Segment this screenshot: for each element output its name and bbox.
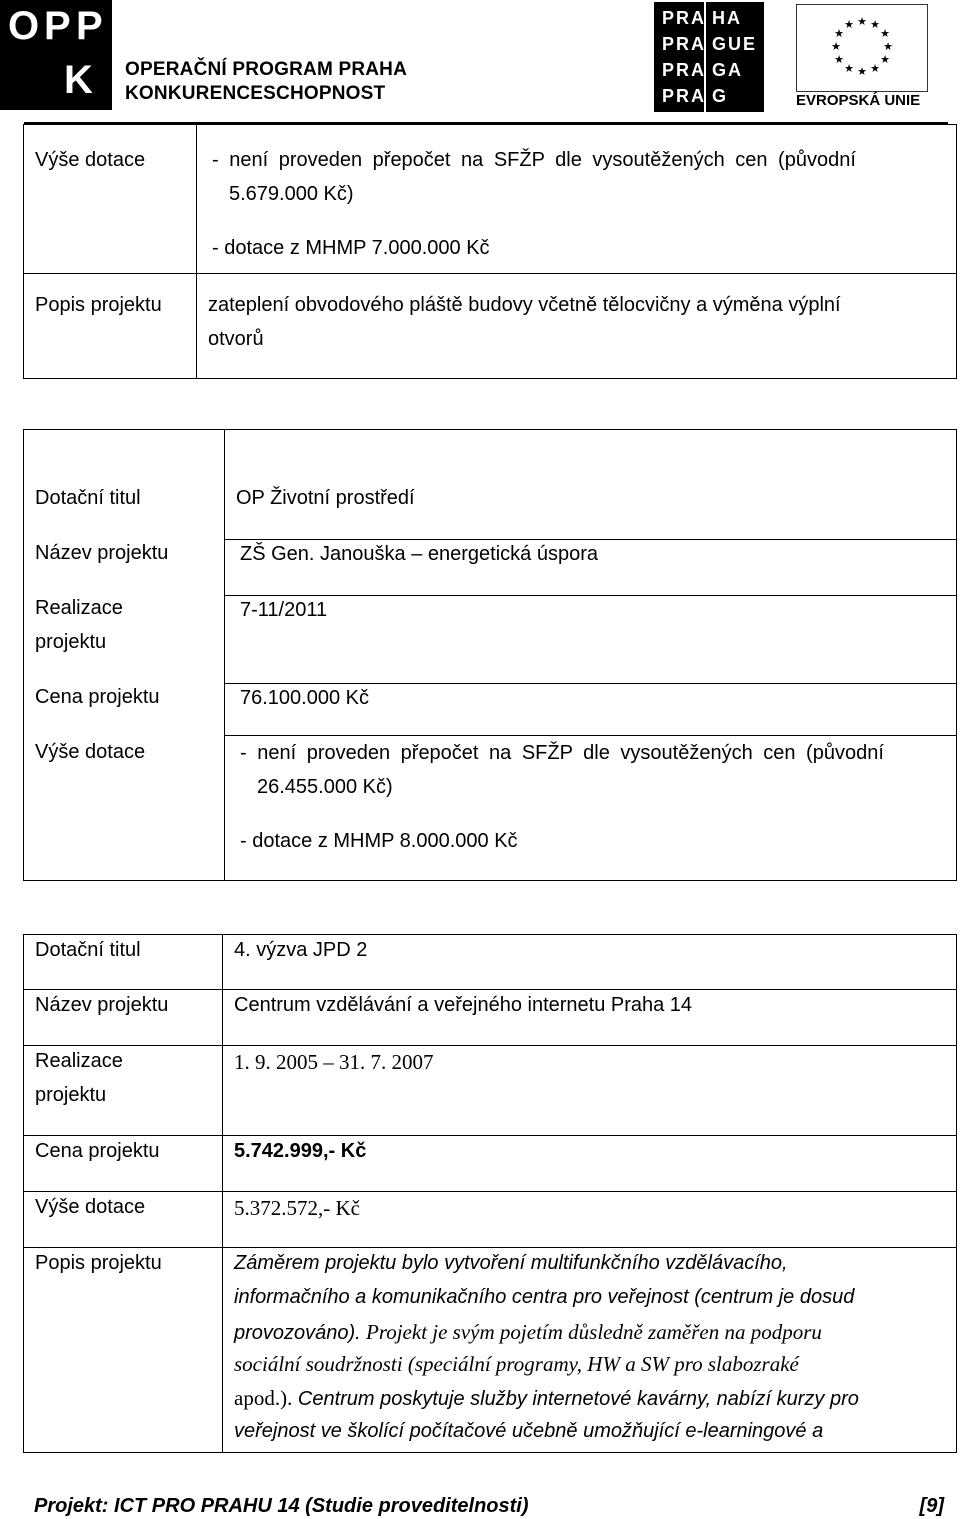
value-line: - dotace z MHMP 7.000.000 Kč [212,237,490,259]
table-label-cell [24,430,225,881]
svg-text:★: ★ [834,53,844,66]
opp-logo [0,0,112,110]
svg-text:★: ★ [834,27,844,40]
label-realizace: Realizace [35,597,123,619]
value-line [234,1386,859,1411]
table-row [24,1046,957,1136]
opp-line2: KONKURENCESCHOPNOST [125,83,386,104]
svg-text:★: ★ [880,53,890,66]
value-nazev-projektu: Centrum vzdělávání a veřejného internetu Praha 14 [234,994,693,1016]
table-row [24,1136,957,1192]
value-dotacni-titul: 4. výzva JPD 2 [234,939,368,961]
value-line: otvorů [208,328,264,350]
value-cena-projektu: 5.742.999,- Kč [234,1140,367,1162]
opp-logo-letter: P [76,4,103,48]
table-value-cell [225,540,957,596]
table-value-cell [223,1046,957,1136]
label-nazev-projektu: Název projektu [35,994,169,1016]
opp-logo-letter: P [44,4,71,48]
table-label-cell [24,125,197,274]
page-number: [9] [919,1495,944,1517]
table-value-cell [225,430,957,540]
label-dotacni-titul: Dotační titul [35,487,141,509]
table-project-2 [23,429,957,881]
page-footer [34,1495,944,1518]
table-value-cell [223,1136,957,1192]
value-line: sociální soudržnosti (speciální programy, HW a SW pro slabozraké [234,1352,799,1376]
svg-text:★: ★ [870,18,880,31]
table-value-cell [223,1192,957,1248]
svg-text:★: ★ [857,65,867,78]
table-label-cell [24,274,197,379]
table-row [24,990,957,1046]
value-line: 26.455.000 Kč) [257,776,393,798]
value-realizace: 7-11/2011 [240,599,328,621]
eu-flag-icon [796,4,928,92]
table-row [24,935,957,990]
label-projektu: projektu [35,631,107,653]
eu-stars-icon [797,5,927,91]
table-value-cell [197,125,957,274]
opp-logo-letter: O [8,4,40,48]
table-label-cell [24,1192,223,1248]
value-line: Záměrem projektu bylo vytvoření multifunkčního vzdělávacího, [234,1252,788,1274]
table-value-cell [197,274,957,379]
table-label-cell [24,935,223,990]
table-project-3 [23,934,957,1453]
label-vyse-dotace: Výše dotace [35,1196,146,1218]
opp-line1: OPERAČNÍ PROGRAM PRAHA [125,59,408,80]
value-line [234,1320,822,1345]
praha-cell: PRA [662,86,707,106]
praha-cell: HA [712,8,742,28]
svg-text:★: ★ [883,40,893,53]
svg-text:★: ★ [880,27,890,40]
svg-text:★: ★ [857,15,867,28]
praha-cell: PRA [662,34,707,54]
praha-logo [654,2,764,112]
value-fragment: provozováno). [234,1322,361,1344]
table-label-cell [24,1136,223,1192]
footer-project-title: Projekt: ICT PRO PRAHU 14 (Studie proveditelnosti) [34,1495,529,1517]
value-line: veřejnost ve školící počítačové učebně umožňující e-learningové a [234,1420,824,1442]
praha-cell: G [712,86,729,106]
opp-program-name [125,58,407,106]
value-realizace: 1. 9. 2005 – 31. 7. 2007 [234,1050,434,1074]
table-value-cell [225,684,957,736]
praha-cell: GUE [712,34,758,54]
label-projektu: projektu [35,1084,107,1106]
table-row [24,125,957,274]
svg-text:★: ★ [831,40,841,53]
table-label-cell [24,990,223,1046]
praha-cell: PRA [662,60,707,80]
praha-cell: PRA [662,8,707,28]
table-row [24,1248,957,1453]
table-value-cell [223,990,957,1046]
value-cena-projektu: 76.100.000 Kč [240,687,369,709]
table-value-cell [225,736,957,881]
value-nazev-projektu: ZŠ Gen. Janouška – energetická úspora [240,543,598,565]
value-fragment: Centrum poskytuje služby internetové kavárny, nabízí kurzy pro [292,1388,859,1410]
table-row [24,274,957,379]
table-label-cell [24,1248,223,1453]
label-cena-projektu: Cena projektu [35,1140,160,1162]
table-value-cell [225,596,957,684]
value-line: - dotace z MHMP 8.000.000 Kč [240,830,518,852]
eu-label: EVROPSKÁ UNIE [796,92,921,109]
value-line: zateplení obvodového pláště budovy včetně tělocvičny a výměna výplní [208,294,841,316]
value-fragment: apod.). [234,1386,293,1410]
opp-logo-letter: K [64,58,93,102]
label-nazev-projektu: Název projektu [35,542,169,564]
value-line: 5.679.000 Kč) [229,183,354,205]
value-line: informačního a komunikačního centra pro veřejnost (centrum je dosud [234,1286,855,1308]
value-vyse-dotace: 5.372.572,- Kč [234,1196,360,1220]
praha-cell: GA [712,60,743,80]
table-project-1 [23,124,957,379]
table-value-cell [223,1248,957,1453]
value-dotacni-titul: OP Životní prostředí [236,487,415,509]
svg-text:★: ★ [870,62,880,75]
label-realizace: Realizace [35,1050,123,1072]
value-fragment: Projekt je svým pojetím důsledně zaměřen na podporu [360,1320,822,1344]
svg-text:★: ★ [844,18,854,31]
table-value-cell [223,935,957,990]
svg-text:★: ★ [844,62,854,75]
label-popis-projektu: Popis projektu [35,1252,162,1274]
label-dotacni-titul: Dotační titul [35,939,141,961]
label-cena-projektu: Cena projektu [35,686,160,708]
table-row [24,1192,957,1248]
label-vyse-dotace: Výše dotace [35,149,146,171]
table-row [24,430,957,540]
label-vyse-dotace: Výše dotace [35,741,146,763]
eu-logo [796,4,928,110]
table-label-cell [24,1046,223,1136]
label-popis-projektu: Popis projektu [35,294,162,316]
value-line: - není proveden přepočet na SFŽP dle vysoutěžených cen (původní [240,742,884,764]
value-line: - není proveden přepočet na SFŽP dle vysoutěžených cen (původní [212,149,856,171]
